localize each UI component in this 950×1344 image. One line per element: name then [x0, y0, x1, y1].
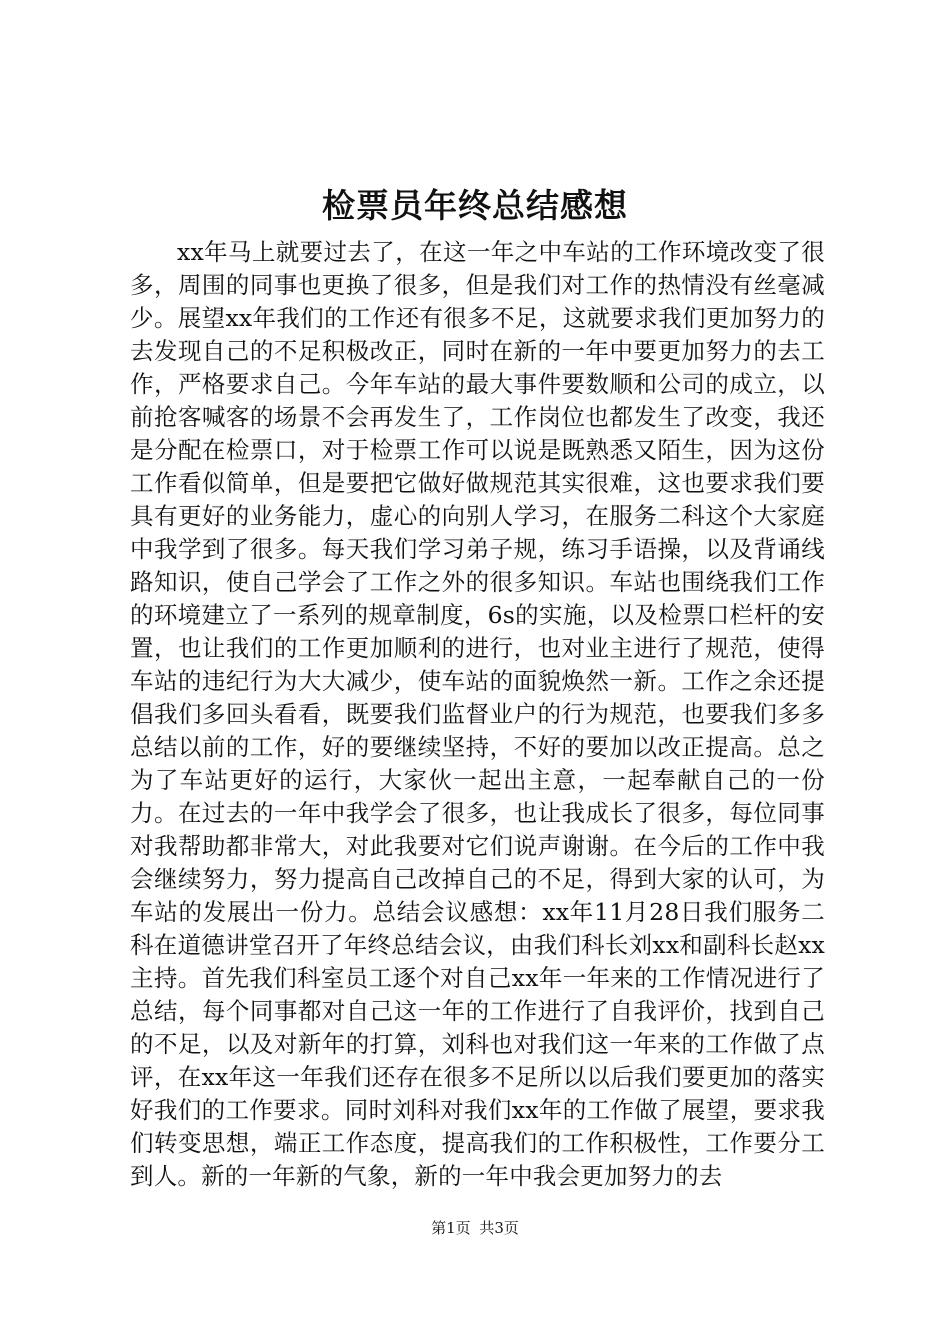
- page-footer: [0, 1218, 950, 1238]
- document-title: 检票员年终总结感想: [322, 186, 628, 225]
- page-number: 第1页: [431, 1219, 471, 1237]
- document-body-paragraph: xx年马上就要过去了，在这一年之中车站的工作环境改变了很多，周围的同事也更换了很多，但是我们对工作的热情没有丝毫减少。展望xx年我们的工作还有很多不足，这就要求我们更加努力的去发现自己的不足积极改正，同时在新的一年中要更加努力的去工作，严格要求自己。今年车站的最大事件要数顺和公司的成立，以前抢客喊客的场景不会再发生了，工作岗位也都发生了改变，我还是分配在检票口，对于检票工作可以说是既熟悉又陌生，因为这份工作看似简单，但是要把它做好做规范其实很难，这也要求我们要具有更好的业务能力，虚心的向别人学习，在服务二科这个大家庭中我学到了很多。每天我们学习弟子规，练习手语操，以及背诵线路知识，使自己学会了工作之外的很多知识。车站也围绕我们工作的环境建立了一系列的规章制度，6s的实施，以及检票口栏杆的安置，也让我们的工作更加顺利的进行，也对业主进行了规范，使得车站的违纪行为大大减少，使车站的面貌焕然一新。工作之余还提倡我们多回头看看，既要我们监督业户的行为规范，也要我们多多总结以前的工作，好的要继续坚持，不好的要加以改正提高。总之为了车站更好的运行，大家伙一起出主意，一起奉献自己的一份力。在过去的一年中我学会了很多，也让我成长了很多，每位同事对我帮助都非常大，对此我要对它们说声谢谢。在今后的工作中我会继续努力，努力提高自己改掉自己的不足，得到大家的认可，为车站的发展出一份力。总结会议感想：xx年11月28日我们服务二科在道德讲堂召开了年终总结会议，由我们科长刘xx和副科长赵xx主持。首先我们科室员工逐个对自己xx年一年来的工作情况进行了总结，每个同事都对自己这一年的工作进行了自我评价，找到自己的不足，以及对新年的打算，刘科也对我们这一年来的工作做了点评，在xx年这一年我们还存在很多不足所以以后我们要更加的落实好我们的工作要求。同时刘科对我们xx年的工作做了展望，要求我们转变思想，端正工作态度，提高我们的工作积极性，工作要分工到人。新的一年新的气象，新的一年中我会更加努力的去: [130, 238, 825, 1190]
- page-total: 共3页: [479, 1219, 519, 1237]
